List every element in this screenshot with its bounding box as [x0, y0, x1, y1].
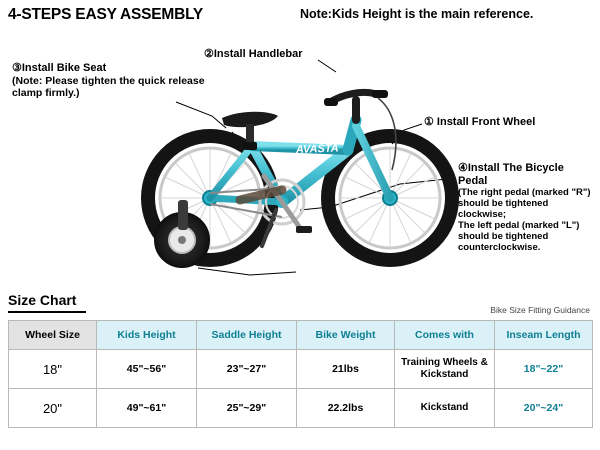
cell-inseam-length: 20"~24": [495, 389, 593, 428]
cell-bike-weight: 22.2lbs: [297, 389, 395, 428]
training-wheel: [155, 200, 209, 267]
page-title: 4-STEPS EASY ASSEMBLY: [8, 6, 204, 23]
column-header-wheel-size: Wheel Size: [9, 321, 97, 350]
cell-saddle-height: 23"~27": [197, 350, 297, 389]
callout-seat-note: (Note: Please tighten the quick release clamp firmly.): [12, 74, 205, 100]
size-chart-title-underline: [8, 311, 86, 313]
cell-wheel-size: 20": [9, 389, 97, 428]
bicycle-svg: [100, 50, 470, 290]
size-chart-guidance: Bike Size Fitting Guidance: [490, 305, 590, 315]
table-header-row: [9, 321, 593, 350]
table-row: [9, 350, 593, 389]
cell-inseam-length: 18"~22": [495, 350, 593, 389]
column-header-inseam-length: Inseam Length: [495, 321, 593, 350]
table-row: [9, 389, 593, 428]
cell-saddle-height: 25"~29": [197, 389, 297, 428]
page-header: [0, 6, 600, 30]
cell-wheel-size: 18": [9, 350, 97, 389]
frame-decal: AVASTA: [295, 142, 339, 156]
callout-front-wheel-label: ① Install Front Wheel: [424, 116, 536, 128]
callout-pedal-note-left: The left pedal (marked "L") should be tightened counterclockwise.: [458, 219, 580, 253]
size-chart-table: [8, 320, 593, 428]
callout-pedal-note-right: (The right pedal (marked "R") should be tightened clockwise;: [458, 186, 591, 220]
callout-handlebar-label: ②Install Handlebar: [204, 48, 303, 60]
callout-seat-label: ③Install Bike Seat: [12, 62, 107, 74]
column-header-saddle-height: Saddle Height: [197, 321, 297, 350]
callout-pedal-label2: Pedal: [458, 174, 488, 187]
cell-bike-weight: 21lbs: [297, 350, 395, 389]
column-header-bike-weight: Bike Weight: [297, 321, 395, 350]
bike-illustration-region: [0, 32, 600, 290]
callout-pedal-label: ④Install The Bicycle: [458, 162, 564, 174]
column-header-kids-height: Kids Height: [97, 321, 197, 350]
cell-comes-with: Kickstand: [395, 389, 495, 428]
column-header-comes-with: Comes with: [395, 321, 495, 350]
header-note: Note:Kids Height is the main reference.: [300, 7, 534, 21]
cell-kids-height: 49"~61": [97, 389, 197, 428]
cell-comes-with: Training Wheels & Kickstand: [395, 350, 495, 389]
bicycle-image: [100, 50, 470, 290]
cell-kids-height: 45"~56": [97, 350, 197, 389]
size-chart-title: Size Chart: [8, 292, 77, 308]
